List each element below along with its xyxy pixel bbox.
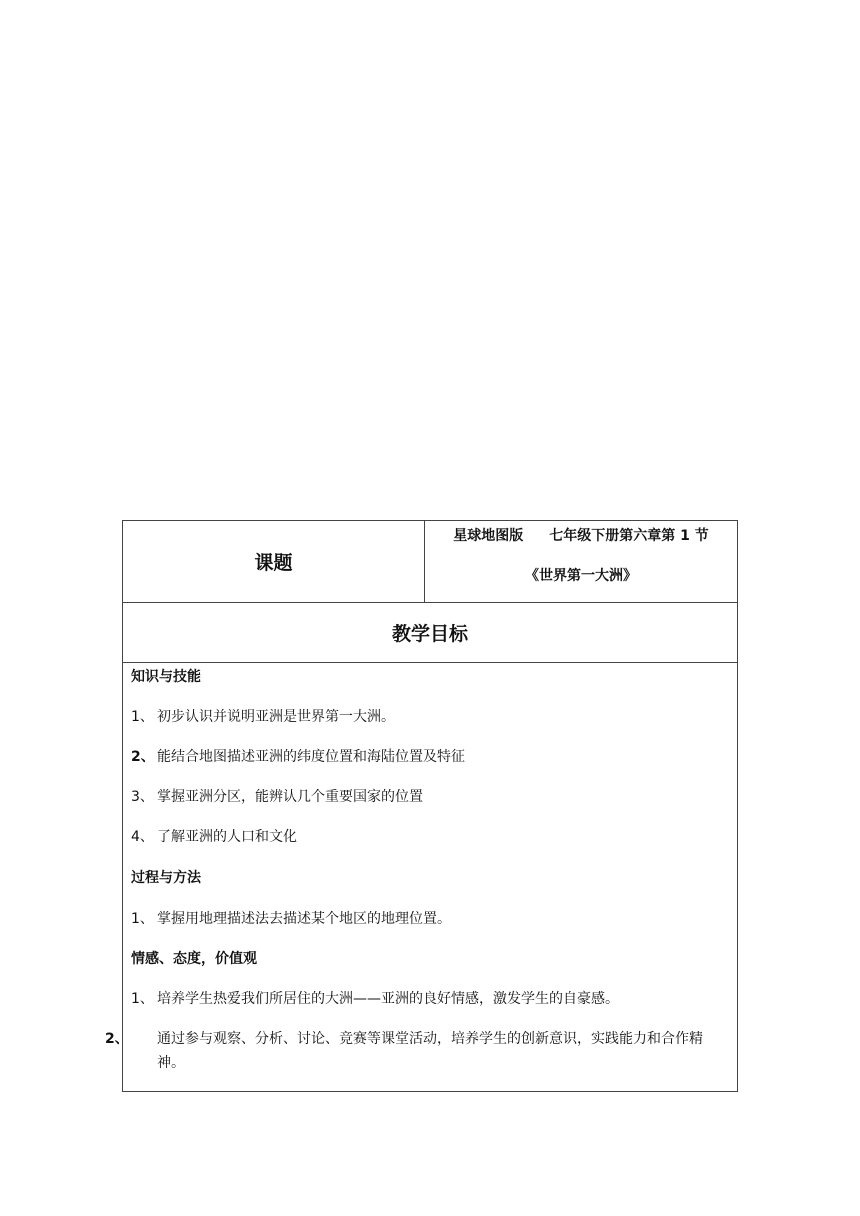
textbook-edition: 星球地图版	[453, 528, 524, 544]
lesson-title-line1	[425, 527, 737, 545]
objectives-heading: 教学目标	[123, 603, 737, 663]
topic-label: 课题	[123, 521, 425, 602]
lesson-plan-table	[105, 520, 738, 1092]
list-item: 4、 了解亚洲的人口和文化	[131, 829, 297, 845]
list-item: 1、 初步认识并说明亚洲是世界第一大洲。	[131, 709, 395, 725]
list-item: 2、 通过参与观察、分析、讨论、竞赛等课堂活动，培养学生的创新意识，实践能力和合作精神。	[105, 1031, 703, 1071]
lesson-title-line2: 《世界第一大洲》	[525, 568, 637, 584]
list-item: 1、 掌握用地理描述法去描述某个地区的地理位置。	[131, 911, 451, 927]
process-methods-heading: 过程与方法	[131, 870, 201, 886]
list-item: 3、 掌握亚洲分区，能辨认几个重要国家的位置	[131, 789, 423, 805]
lesson-title-cell	[425, 521, 737, 602]
emotion-attitude-values-heading: 情感、态度，价值观	[131, 951, 257, 967]
list-item: 2、 能结合地图描述亚洲的纬度位置和海陆位置及特征	[131, 749, 465, 765]
knowledge-skills-heading: 知识与技能	[131, 669, 201, 685]
list-item: 1、 培养学生热爱我们所居住的大洲——亚洲的良好情感，激发学生的自豪感。	[131, 991, 619, 1007]
chapter-section: 七年级下册第六章第 1 节	[549, 528, 709, 544]
title-row	[123, 521, 737, 603]
